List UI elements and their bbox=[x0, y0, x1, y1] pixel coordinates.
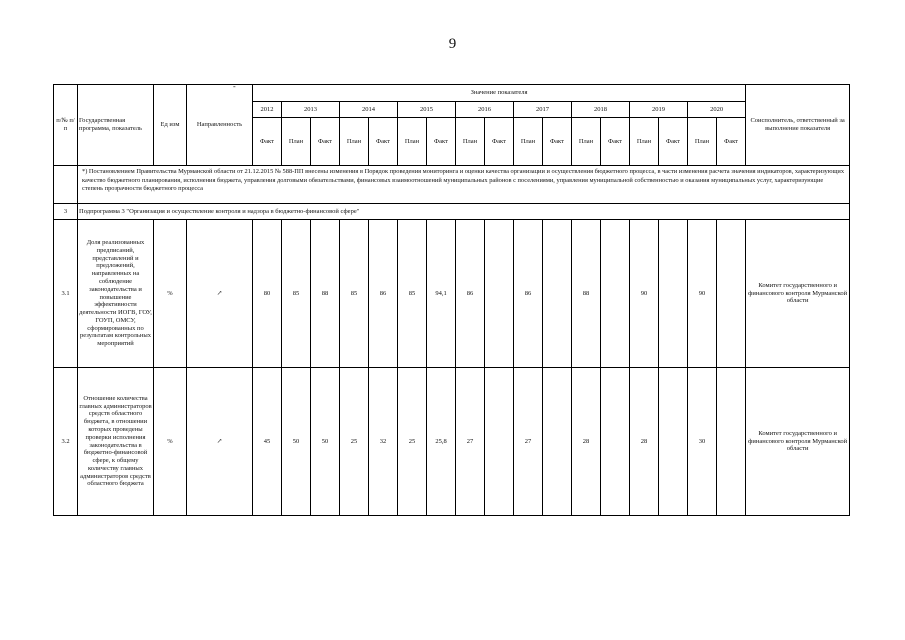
value-cell bbox=[717, 368, 746, 516]
sub-header: Факт bbox=[543, 118, 572, 166]
header-num: п/№ п/п bbox=[54, 85, 78, 166]
table-row bbox=[54, 368, 850, 516]
year-header: 2018 bbox=[572, 102, 630, 118]
sub-header: План bbox=[572, 118, 601, 166]
year-header: 2013 bbox=[282, 102, 340, 118]
value-cell: 50 bbox=[282, 368, 311, 516]
year-header: 2017 bbox=[514, 102, 572, 118]
sub-header: План bbox=[398, 118, 427, 166]
row-direction-icon: ↗ bbox=[187, 368, 253, 516]
sub-header: План bbox=[630, 118, 659, 166]
sub-header: Факт bbox=[253, 118, 282, 166]
value-cell: 28 bbox=[630, 368, 659, 516]
header-mark: - bbox=[233, 82, 236, 91]
sub-header: План bbox=[514, 118, 543, 166]
value-cell: 80 bbox=[253, 220, 282, 368]
year-header: 2020 bbox=[688, 102, 746, 118]
sub-header: Факт bbox=[311, 118, 340, 166]
value-cell: 85 bbox=[282, 220, 311, 368]
row-num: 3.2 bbox=[54, 368, 78, 516]
year-header: 2019 bbox=[630, 102, 688, 118]
footnote: *) Постановлением Правительства Мурманской области от 21.12.2015 № 588-ПП внесены изменения в Порядок проведения мониторинга и оценки качества организации и осуществления бюджетного процесса, в части изменения расчета значения индикаторов, характеризующих качество бюджетного планирования, исполнения бюджета, управления долговыми обязательствами, финансовых взаимоотношений муниципальных районов с поселениями, управления муниципальной собственностью и оказания муниципальных услуг, характеризующие степень прозрачности бюджетного процесса bbox=[78, 166, 850, 204]
value-cell: 50 bbox=[311, 368, 340, 516]
value-cell: 86 bbox=[456, 220, 485, 368]
value-cell: 85 bbox=[340, 220, 369, 368]
value-cell: 85 bbox=[398, 220, 427, 368]
value-cell: 27 bbox=[456, 368, 485, 516]
row-indicator: Отношение количества главных администраторов средств областного бюджета, в отношении которых проведены проверки исполнения законодательства в бюджетно-финансовой сфере, к общему количеству главных администраторов средств областного бюджета bbox=[78, 368, 154, 516]
table-row bbox=[54, 220, 850, 368]
value-cell bbox=[601, 220, 630, 368]
year-header: 2016 bbox=[456, 102, 514, 118]
sub-header: Факт bbox=[369, 118, 398, 166]
subprogram-num: 3 bbox=[54, 204, 78, 220]
year-header: 2014 bbox=[340, 102, 398, 118]
value-cell: 27 bbox=[514, 368, 543, 516]
header-direction: Направленность bbox=[187, 85, 253, 166]
row-num: 3.1 bbox=[54, 220, 78, 368]
value-cell: 90 bbox=[688, 220, 717, 368]
value-cell: 88 bbox=[572, 220, 601, 368]
subprogram-title: Подпрограмма 3 "Организация и осуществление контроля и надзора в бюджетно-финансовой сфере" bbox=[78, 204, 850, 220]
sub-header: Факт bbox=[485, 118, 514, 166]
value-cell: 32 bbox=[369, 368, 398, 516]
sub-header: План bbox=[688, 118, 717, 166]
sub-header: Факт bbox=[659, 118, 688, 166]
value-cell: 45 bbox=[253, 368, 282, 516]
indicator-table bbox=[53, 84, 850, 516]
sub-header: Факт bbox=[717, 118, 746, 166]
value-cell: 25 bbox=[340, 368, 369, 516]
row-unit: % bbox=[154, 220, 187, 368]
page-number: 9 bbox=[448, 36, 457, 52]
value-cell: 86 bbox=[514, 220, 543, 368]
header-row-1 bbox=[54, 85, 850, 102]
value-cell bbox=[717, 220, 746, 368]
value-cell bbox=[659, 220, 688, 368]
value-cell: 90 bbox=[630, 220, 659, 368]
value-cell: 86 bbox=[369, 220, 398, 368]
sub-header: Факт bbox=[601, 118, 630, 166]
value-cell bbox=[485, 368, 514, 516]
header-indicator: Государственная программа, показатель bbox=[78, 85, 154, 166]
value-cell bbox=[485, 220, 514, 368]
row-executor: Комитет государственного и финансового контроля Мурманской области bbox=[746, 220, 850, 368]
header-executor: Соисполнитель, ответственный за выполнение показателя bbox=[746, 85, 850, 166]
value-cell: 28 bbox=[572, 368, 601, 516]
sub-header: План bbox=[340, 118, 369, 166]
value-cell: 25 bbox=[398, 368, 427, 516]
value-cell: 88 bbox=[311, 220, 340, 368]
subprogram-row bbox=[54, 204, 850, 220]
header-value: Значение показателя bbox=[253, 85, 746, 102]
sub-header: Факт bbox=[427, 118, 456, 166]
header-unit: Ед изм bbox=[154, 85, 187, 166]
value-cell bbox=[543, 220, 572, 368]
row-executor: Комитет государственного и финансового контроля Мурманской области bbox=[746, 368, 850, 516]
value-cell bbox=[659, 368, 688, 516]
sub-header: План bbox=[456, 118, 485, 166]
value-cell: 94,1 bbox=[427, 220, 456, 368]
value-cell bbox=[543, 368, 572, 516]
value-cell bbox=[601, 368, 630, 516]
sub-header: План bbox=[282, 118, 311, 166]
row-indicator: Доля реализованных предписаний, представлений и предложений, направленных на соблюдение законодательства и повышение эффективности деятельности ИОГВ, ГОУ, ГОУП, ОМСУ, сформированных по результатам контрольных мероприятий bbox=[78, 220, 154, 368]
row-unit: % bbox=[154, 368, 187, 516]
note-row bbox=[54, 166, 850, 204]
row-direction-icon: ↗ bbox=[187, 220, 253, 368]
value-cell: 30 bbox=[688, 368, 717, 516]
year-header: 2015 bbox=[398, 102, 456, 118]
value-cell: 25,8 bbox=[427, 368, 456, 516]
year-header: 2012 bbox=[253, 102, 282, 118]
